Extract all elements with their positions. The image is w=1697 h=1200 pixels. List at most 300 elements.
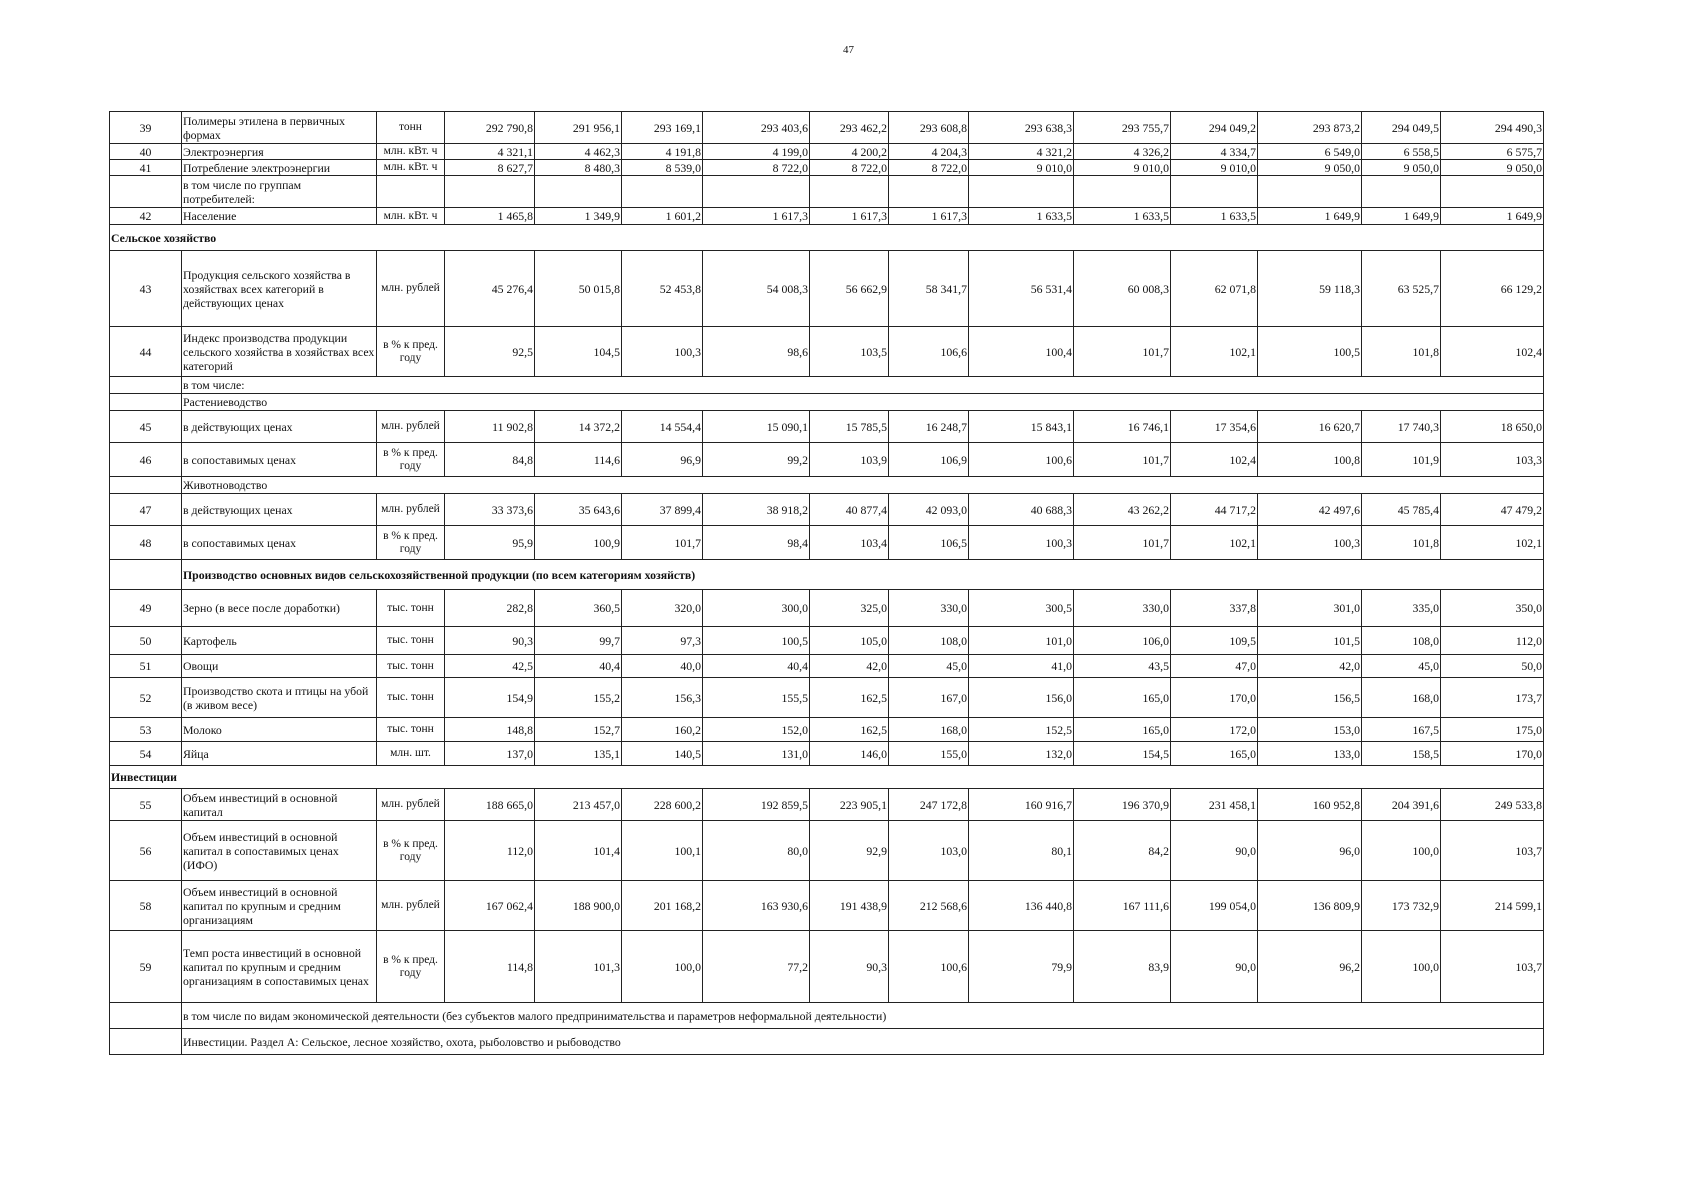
value-cell: 99,7	[535, 627, 622, 655]
value-cell: 100,0	[622, 931, 703, 1003]
value-cell: 11 902,8	[445, 411, 535, 443]
value-cell: 83,9	[1074, 931, 1171, 1003]
value-cell: 101,9	[1362, 443, 1441, 477]
value-cell: 282,8	[445, 590, 535, 627]
value-cell: 1 649,9	[1258, 208, 1362, 225]
value-cell: 101,8	[1362, 526, 1441, 560]
value-cell: 9 050,0	[1441, 160, 1544, 176]
table-row	[110, 821, 1544, 881]
unit-cell: тыс. тонн	[377, 718, 445, 742]
table-row	[110, 327, 1544, 377]
note-row	[110, 1029, 1544, 1055]
value-cell: 50 015,8	[535, 251, 622, 327]
unit-cell: в % к пред. году	[377, 821, 445, 881]
group-label: Растениеводство	[182, 394, 1544, 411]
indicator-name: Овощи	[182, 655, 377, 678]
value-cell: 45 276,4	[445, 251, 535, 327]
value-cell	[535, 176, 622, 208]
value-cell: 6 558,5	[1362, 144, 1441, 160]
table-row	[110, 144, 1544, 160]
unit-cell: тыс. тонн	[377, 655, 445, 678]
value-cell: 213 457,0	[535, 789, 622, 821]
value-cell	[1258, 176, 1362, 208]
value-cell: 100,9	[535, 526, 622, 560]
value-cell: 152,5	[969, 718, 1074, 742]
value-cell: 1 601,2	[622, 208, 703, 225]
value-cell: 4 191,8	[622, 144, 703, 160]
value-cell: 109,5	[1171, 627, 1258, 655]
page-number: 47	[843, 44, 854, 56]
section-heading: Инвестиции	[110, 766, 1544, 789]
value-cell: 165,0	[1074, 718, 1171, 742]
table-row	[110, 112, 1544, 144]
table-row	[110, 931, 1544, 1003]
value-cell: 98,6	[703, 327, 810, 377]
row-number: 43	[110, 251, 182, 327]
value-cell: 223 905,1	[810, 789, 889, 821]
indicator-name: Зерно (в весе после доработки)	[182, 590, 377, 627]
value-cell: 101,7	[1074, 443, 1171, 477]
row-number: 56	[110, 821, 182, 881]
table-row	[110, 881, 1544, 931]
unit-cell: тонн	[377, 112, 445, 144]
value-cell: 131,0	[703, 742, 810, 766]
value-cell: 293 403,6	[703, 112, 810, 144]
value-cell: 14 554,4	[622, 411, 703, 443]
value-cell: 100,6	[889, 931, 969, 1003]
value-cell: 45 785,4	[1362, 494, 1441, 526]
value-cell: 4 462,3	[535, 144, 622, 160]
value-cell: 60 008,3	[1074, 251, 1171, 327]
value-cell: 137,0	[445, 742, 535, 766]
value-cell: 160,2	[622, 718, 703, 742]
value-cell: 132,0	[969, 742, 1074, 766]
value-cell: 42,0	[1258, 655, 1362, 678]
unit-cell	[377, 176, 445, 208]
value-cell: 44 717,2	[1171, 494, 1258, 526]
value-cell	[445, 176, 535, 208]
value-cell: 155,2	[535, 678, 622, 718]
unit-cell: тыс. тонн	[377, 590, 445, 627]
value-cell: 42,0	[810, 655, 889, 678]
value-cell: 170,0	[1441, 742, 1544, 766]
value-cell: 66 129,2	[1441, 251, 1544, 327]
value-cell: 170,0	[1171, 678, 1258, 718]
table-row	[110, 789, 1544, 821]
row-number: 53	[110, 718, 182, 742]
value-cell: 112,0	[445, 821, 535, 881]
value-cell: 42 497,6	[1258, 494, 1362, 526]
value-cell: 100,0	[1362, 931, 1441, 1003]
value-cell: 101,8	[1362, 327, 1441, 377]
value-cell: 148,8	[445, 718, 535, 742]
value-cell: 293 462,2	[810, 112, 889, 144]
indicator-name: Яйца	[182, 742, 377, 766]
value-cell: 172,0	[1171, 718, 1258, 742]
row-number: 47	[110, 494, 182, 526]
value-cell: 99,2	[703, 443, 810, 477]
value-cell: 96,2	[1258, 931, 1362, 1003]
value-cell: 249 533,8	[1441, 789, 1544, 821]
indicator-name: Объем инвестиций в основной капитал	[182, 789, 377, 821]
value-cell: 136 440,8	[969, 881, 1074, 931]
value-cell: 9 010,0	[1171, 160, 1258, 176]
unit-cell: тыс. тонн	[377, 627, 445, 655]
indicator-name: Объем инвестиций в основной капитал по крупным и средним организациям	[182, 881, 377, 931]
row-number: 54	[110, 742, 182, 766]
unit-cell: млн. шт.	[377, 742, 445, 766]
value-cell: 43 262,2	[1074, 494, 1171, 526]
value-cell	[810, 176, 889, 208]
row-number: 39	[110, 112, 182, 144]
value-cell: 231 458,1	[1171, 789, 1258, 821]
row-number	[110, 1003, 182, 1029]
row-number	[110, 394, 182, 411]
value-cell: 101,7	[622, 526, 703, 560]
value-cell: 103,9	[810, 443, 889, 477]
table-row	[110, 742, 1544, 766]
value-cell: 247 172,8	[889, 789, 969, 821]
row-number	[110, 176, 182, 208]
value-cell: 191 438,9	[810, 881, 889, 931]
unit-cell: тыс. тонн	[377, 678, 445, 718]
value-cell: 160 952,8	[1258, 789, 1362, 821]
value-cell: 102,4	[1171, 443, 1258, 477]
value-cell: 154,5	[1074, 742, 1171, 766]
unit-cell: млн. кВт. ч	[377, 144, 445, 160]
value-cell: 80,1	[969, 821, 1074, 881]
value-cell: 8 480,3	[535, 160, 622, 176]
value-cell: 45,0	[1362, 655, 1441, 678]
value-cell	[1441, 176, 1544, 208]
value-cell: 54 008,3	[703, 251, 810, 327]
row-number: 50	[110, 627, 182, 655]
row-number	[110, 477, 182, 494]
value-cell: 192 859,5	[703, 789, 810, 821]
value-cell: 214 599,1	[1441, 881, 1544, 931]
value-cell: 293 873,2	[1258, 112, 1362, 144]
value-cell: 103,7	[1441, 821, 1544, 881]
row-number	[110, 377, 182, 394]
indicator-name: Потребление электроэнергии	[182, 160, 377, 176]
value-cell: 103,0	[889, 821, 969, 881]
value-cell: 204 391,6	[1362, 789, 1441, 821]
value-cell	[1171, 176, 1258, 208]
value-cell: 33 373,6	[445, 494, 535, 526]
value-cell: 100,3	[622, 327, 703, 377]
table-row	[110, 160, 1544, 176]
value-cell: 40 877,4	[810, 494, 889, 526]
value-cell: 92,9	[810, 821, 889, 881]
value-cell: 9 010,0	[969, 160, 1074, 176]
value-cell: 1 649,9	[1441, 208, 1544, 225]
unit-cell: млн. рублей	[377, 411, 445, 443]
value-cell: 212 568,6	[889, 881, 969, 931]
value-cell: 17 354,6	[1171, 411, 1258, 443]
unit-cell: млн. рублей	[377, 789, 445, 821]
value-cell: 4 199,0	[703, 144, 810, 160]
label-row	[110, 394, 1544, 411]
value-cell: 47,0	[1171, 655, 1258, 678]
value-cell: 45,0	[889, 655, 969, 678]
value-cell: 42,5	[445, 655, 535, 678]
value-cell: 300,0	[703, 590, 810, 627]
row-number: 41	[110, 160, 182, 176]
value-cell: 153,0	[1258, 718, 1362, 742]
value-cell: 101,5	[1258, 627, 1362, 655]
value-cell: 103,5	[810, 327, 889, 377]
value-cell: 350,0	[1441, 590, 1544, 627]
value-cell	[969, 176, 1074, 208]
table-row	[110, 176, 1544, 208]
indicator-name: Производство скота и птицы на убой (в живом весе)	[182, 678, 377, 718]
value-cell: 335,0	[1362, 590, 1441, 627]
row-number: 59	[110, 931, 182, 1003]
unit-cell: млн. рублей	[377, 494, 445, 526]
value-cell: 292 790,8	[445, 112, 535, 144]
section-heading: Сельское хозяйство	[110, 225, 1544, 251]
value-cell: 37 899,4	[622, 494, 703, 526]
value-cell: 101,0	[969, 627, 1074, 655]
value-cell: 40,4	[703, 655, 810, 678]
value-cell: 90,3	[810, 931, 889, 1003]
value-cell: 63 525,7	[1362, 251, 1441, 327]
value-cell: 160 916,7	[969, 789, 1074, 821]
value-cell: 162,5	[810, 718, 889, 742]
table-row	[110, 494, 1544, 526]
value-cell: 15 785,5	[810, 411, 889, 443]
value-cell: 43,5	[1074, 655, 1171, 678]
value-cell: 360,5	[535, 590, 622, 627]
value-cell: 100,0	[1362, 821, 1441, 881]
table-row	[110, 411, 1544, 443]
value-cell: 108,0	[1362, 627, 1441, 655]
value-cell: 14 372,2	[535, 411, 622, 443]
value-cell: 105,0	[810, 627, 889, 655]
value-cell: 154,9	[445, 678, 535, 718]
subheading-row	[110, 560, 1544, 590]
indicator-name: Темп роста инвестиций в основной капитал по крупным и средним организациям в сопоставимых ценах	[182, 931, 377, 1003]
value-cell: 1 633,5	[1074, 208, 1171, 225]
value-cell: 1 649,9	[1362, 208, 1441, 225]
value-cell	[703, 176, 810, 208]
value-cell: 1 617,3	[889, 208, 969, 225]
row-number: 44	[110, 327, 182, 377]
unit-cell: млн. рублей	[377, 251, 445, 327]
value-cell: 330,0	[889, 590, 969, 627]
value-cell: 58 341,7	[889, 251, 969, 327]
value-cell: 4 200,2	[810, 144, 889, 160]
value-cell: 80,0	[703, 821, 810, 881]
row-number: 49	[110, 590, 182, 627]
value-cell: 301,0	[1258, 590, 1362, 627]
group-label: Животноводство	[182, 477, 1544, 494]
value-cell: 100,1	[622, 821, 703, 881]
value-cell: 103,3	[1441, 443, 1544, 477]
value-cell: 293 608,8	[889, 112, 969, 144]
value-cell: 4 321,1	[445, 144, 535, 160]
value-cell: 162,5	[810, 678, 889, 718]
value-cell: 196 370,9	[1074, 789, 1171, 821]
value-cell: 42 093,0	[889, 494, 969, 526]
row-number: 45	[110, 411, 182, 443]
value-cell: 35 643,6	[535, 494, 622, 526]
table-row	[110, 627, 1544, 655]
value-cell: 100,5	[703, 627, 810, 655]
indicator-name: Молоко	[182, 718, 377, 742]
value-cell: 16 620,7	[1258, 411, 1362, 443]
value-cell: 56 662,9	[810, 251, 889, 327]
value-cell: 15 843,1	[969, 411, 1074, 443]
value-cell: 167,5	[1362, 718, 1441, 742]
row-number: 46	[110, 443, 182, 477]
value-cell: 156,3	[622, 678, 703, 718]
value-cell: 8 722,0	[810, 160, 889, 176]
value-cell: 1 349,9	[535, 208, 622, 225]
value-cell: 152,0	[703, 718, 810, 742]
value-cell: 100,8	[1258, 443, 1362, 477]
label-row	[110, 377, 1544, 394]
value-cell: 6 549,0	[1258, 144, 1362, 160]
indicators-table	[109, 111, 1544, 1055]
value-cell: 9 050,0	[1258, 160, 1362, 176]
value-cell: 103,4	[810, 526, 889, 560]
group-subheading: Производство основных видов сельскохозяйственной продукции (по всем категориям хозяйств)	[182, 560, 1544, 590]
value-cell: 100,3	[969, 526, 1074, 560]
value-cell: 136 809,9	[1258, 881, 1362, 931]
value-cell: 291 956,1	[535, 112, 622, 144]
value-cell: 100,4	[969, 327, 1074, 377]
value-cell: 108,0	[889, 627, 969, 655]
value-cell: 156,0	[969, 678, 1074, 718]
row-number: 55	[110, 789, 182, 821]
value-cell: 1 465,8	[445, 208, 535, 225]
value-cell: 56 531,4	[969, 251, 1074, 327]
value-cell: 146,0	[810, 742, 889, 766]
value-cell: 140,5	[622, 742, 703, 766]
unit-cell: в % к пред. году	[377, 931, 445, 1003]
note-text: Инвестиции. Раздел А: Сельское, лесное хозяйство, охота, рыболовство и рыбоводство	[182, 1029, 1544, 1055]
row-number: 58	[110, 881, 182, 931]
row-number: 42	[110, 208, 182, 225]
value-cell: 52 453,8	[622, 251, 703, 327]
value-cell: 4 321,2	[969, 144, 1074, 160]
value-cell: 188 900,0	[535, 881, 622, 931]
value-cell: 100,3	[1258, 526, 1362, 560]
value-cell: 101,4	[535, 821, 622, 881]
indicator-name: в сопоставимых ценах	[182, 526, 377, 560]
value-cell: 84,8	[445, 443, 535, 477]
value-cell: 337,8	[1171, 590, 1258, 627]
value-cell: 293 755,7	[1074, 112, 1171, 144]
unit-cell: млн. рублей	[377, 881, 445, 931]
value-cell: 167 111,6	[1074, 881, 1171, 931]
value-cell: 40 688,3	[969, 494, 1074, 526]
value-cell	[1362, 176, 1441, 208]
indicator-name: в сопоставимых ценах	[182, 443, 377, 477]
value-cell: 112,0	[1441, 627, 1544, 655]
value-cell: 114,8	[445, 931, 535, 1003]
value-cell: 175,0	[1441, 718, 1544, 742]
value-cell: 106,5	[889, 526, 969, 560]
value-cell: 59 118,3	[1258, 251, 1362, 327]
value-cell: 1 633,5	[969, 208, 1074, 225]
value-cell: 167,0	[889, 678, 969, 718]
indicator-name: Картофель	[182, 627, 377, 655]
value-cell: 96,0	[1258, 821, 1362, 881]
section-row	[110, 225, 1544, 251]
value-cell: 100,6	[969, 443, 1074, 477]
value-cell: 40,0	[622, 655, 703, 678]
unit-cell: в % к пред. году	[377, 526, 445, 560]
row-number: 51	[110, 655, 182, 678]
value-cell: 199 054,0	[1171, 881, 1258, 931]
value-cell: 156,5	[1258, 678, 1362, 718]
value-cell: 97,3	[622, 627, 703, 655]
value-cell: 102,4	[1441, 327, 1544, 377]
value-cell: 90,3	[445, 627, 535, 655]
table-row	[110, 590, 1544, 627]
value-cell: 294 049,5	[1362, 112, 1441, 144]
table-row	[110, 208, 1544, 225]
value-cell: 294 049,2	[1171, 112, 1258, 144]
table-row	[110, 718, 1544, 742]
value-cell: 79,9	[969, 931, 1074, 1003]
value-cell: 155,5	[703, 678, 810, 718]
value-cell: 201 168,2	[622, 881, 703, 931]
indicator-name: Продукция сельского хозяйства в хозяйствах всех категорий в действующих ценах	[182, 251, 377, 327]
row-number	[110, 1029, 182, 1055]
value-cell: 300,5	[969, 590, 1074, 627]
value-cell: 294 490,3	[1441, 112, 1544, 144]
value-cell: 1 617,3	[703, 208, 810, 225]
value-cell: 320,0	[622, 590, 703, 627]
value-cell: 102,1	[1441, 526, 1544, 560]
table-row	[110, 443, 1544, 477]
value-cell: 228 600,2	[622, 789, 703, 821]
value-cell: 40,4	[535, 655, 622, 678]
value-cell: 90,0	[1171, 821, 1258, 881]
table-row	[110, 678, 1544, 718]
value-cell: 8 722,0	[703, 160, 810, 176]
note-text: в том числе по видам экономической деятельности (без субъектов малого предпринимательства и параметров неформальной деятельности)	[182, 1003, 1544, 1029]
value-cell: 168,0	[1362, 678, 1441, 718]
indicator-name: Электроэнергия	[182, 144, 377, 160]
value-cell	[1074, 176, 1171, 208]
value-cell: 293 169,1	[622, 112, 703, 144]
section-row	[110, 766, 1544, 789]
value-cell: 102,1	[1171, 327, 1258, 377]
value-cell: 18 650,0	[1441, 411, 1544, 443]
value-cell: 102,1	[1171, 526, 1258, 560]
value-cell: 16 746,1	[1074, 411, 1171, 443]
value-cell: 62 071,8	[1171, 251, 1258, 327]
row-number: 48	[110, 526, 182, 560]
value-cell: 152,7	[535, 718, 622, 742]
value-cell: 1 633,5	[1171, 208, 1258, 225]
note-row	[110, 1003, 1544, 1029]
value-cell: 101,3	[535, 931, 622, 1003]
value-cell: 325,0	[810, 590, 889, 627]
value-cell: 293 638,3	[969, 112, 1074, 144]
value-cell: 168,0	[889, 718, 969, 742]
indicator-name: в действующих ценах	[182, 411, 377, 443]
value-cell: 4 204,3	[889, 144, 969, 160]
value-cell: 90,0	[1171, 931, 1258, 1003]
value-cell: 8 722,0	[889, 160, 969, 176]
unit-cell: млн. кВт. ч	[377, 160, 445, 176]
value-cell: 92,5	[445, 327, 535, 377]
